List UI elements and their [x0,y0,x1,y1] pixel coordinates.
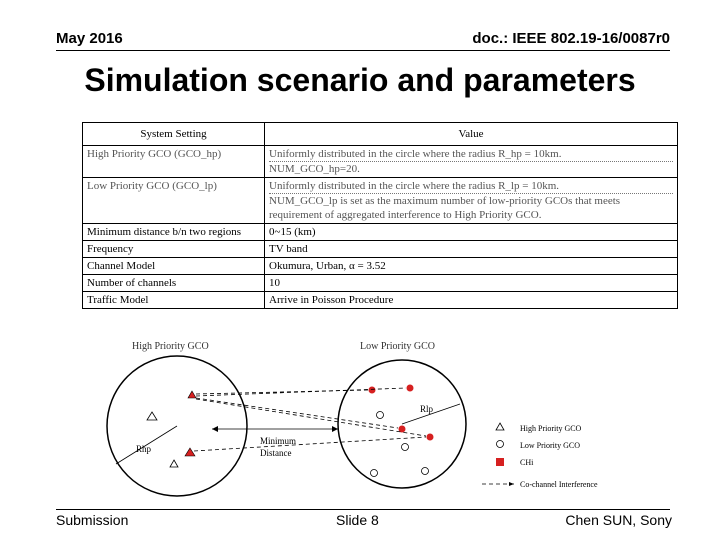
value-line: requirement of aggregated interference to High Priority GCO. [269,209,542,221]
low-priority-gco-icon [422,468,429,475]
table-row [83,258,678,275]
legend-label: CHi [520,458,534,467]
table-cell-value: 10 [265,275,678,292]
high-priority-gco-ci-icon [188,391,196,398]
high-priority-gco-ci-icon [185,448,195,456]
value-line: Uniformly distributed in the circle where the radius R_hp = 10km. [269,147,673,162]
footer-rule [56,509,670,510]
scenario-diagram [100,336,620,506]
table-cell-setting: High Priority GCO (GCO_hp) [83,146,265,178]
footer-left: Submission [56,512,129,528]
legend-triangle-icon [496,423,504,430]
header-doc-id: doc.: IEEE 802.19-16/0087r0 [472,30,670,47]
arrow-right-icon [332,426,338,432]
header-date: May 2016 [56,30,123,47]
table-cell-value: 0~15 (km) [265,224,678,241]
legend-label: Low Priority GCO [520,441,580,450]
table-cell-setting: Channel Model [83,258,265,275]
min-distance-label: Distance [260,448,292,458]
low-priority-gco-ci-icon [407,385,414,392]
header-rule [56,50,670,51]
radius-label-lp: Rlp [420,404,434,414]
table-cell-value [265,178,678,224]
low-priority-gco-icon [371,470,378,477]
arrow-left-icon [212,426,218,432]
column-header-value: Value [265,123,678,146]
low-priority-gco-ci-icon [369,387,376,394]
table-row [83,241,678,258]
parameters-table [82,122,678,309]
table-row [83,224,678,241]
interference-lines [194,388,426,451]
table-row [83,292,678,309]
value-line: NUM_GCO_lp is set as the maximum number of low-priority GCOs that meets [269,195,621,207]
column-header-setting: System Setting [83,123,265,146]
table-cell-setting: Low Priority GCO (GCO_lp) [83,178,265,224]
table-cell-value [265,146,678,178]
value-line: NUM_GCO_hp=20. [269,163,360,175]
radius-label-hp: Rhp [136,444,152,454]
table-cell-setting: Frequency [83,241,265,258]
page-title: Simulation scenario and parameters [84,62,636,98]
min-distance-label: Minimum [260,436,297,446]
table-row [83,178,678,224]
table-cell-setting: Minimum distance b/n two regions [83,224,265,241]
diagram-label-low: Low Priority GCO [360,341,435,352]
table-header-row [83,123,678,146]
table-cell-setting: Traffic Model [83,292,265,309]
legend-circle-icon [497,441,504,448]
legend-ci-icon [496,458,504,466]
high-priority-gco-icon [147,412,157,420]
table-row [83,275,678,292]
footer-author: Chen SUN, Sony [565,512,672,528]
slide-number: Slide 8 [336,512,379,528]
legend-label: High Priority GCO [520,424,582,433]
table-cell-value: Okumura, Urban, α = 3.52 [265,258,678,275]
table-cell-value: Arrive in Poisson Procedure [265,292,678,309]
diagram-label-high: High Priority GCO [132,341,209,352]
table-cell-value: TV band [265,241,678,258]
low-priority-gco-icon [402,444,409,451]
low-priority-gco-icon [377,412,384,419]
arrow-right-icon [509,482,514,486]
legend-label: Co-channel Interference [520,480,598,489]
low-priority-gco-ci-icon [427,434,434,441]
table-row [83,146,678,178]
high-priority-gco-icon [170,460,178,467]
table-cell-setting: Number of channels [83,275,265,292]
value-line: Uniformly distributed in the circle where the radius R_lp = 10km. [269,179,673,194]
